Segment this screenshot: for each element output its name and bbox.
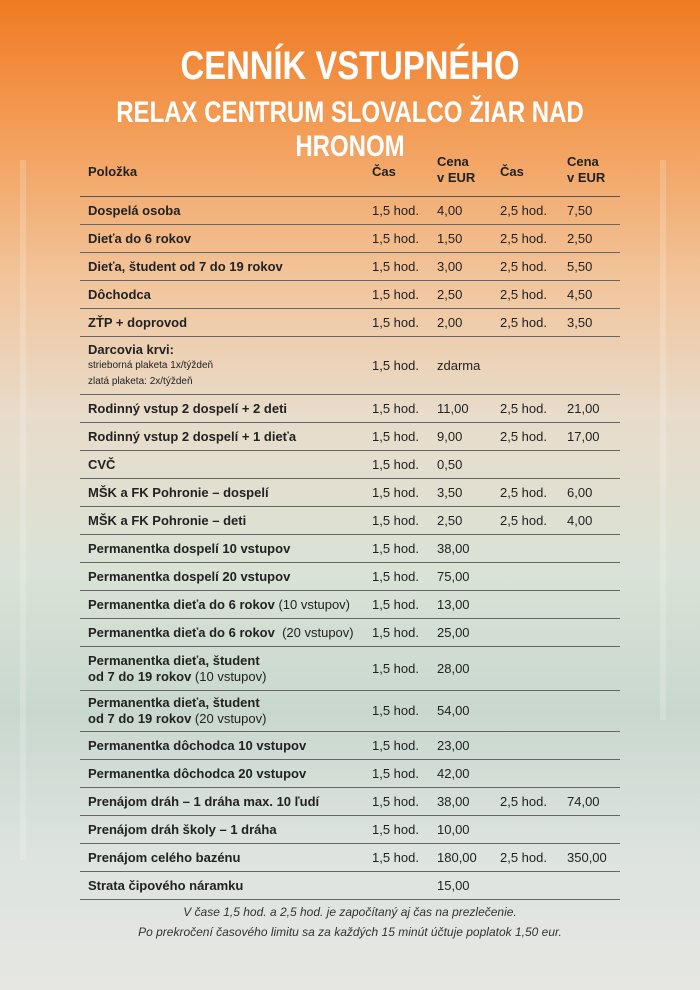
row-label-text: Dieťa do 6 rokov xyxy=(88,230,192,246)
row-label-text: Prenájom dráh – 1 dráha max. 10 ľudí xyxy=(88,793,320,809)
cell-price-1: 75,00 xyxy=(437,568,470,584)
cell-time-1: 1,5 hod. xyxy=(372,357,419,373)
row-label-text: Permanentka dospelí 20 vstupov xyxy=(88,568,291,584)
table-row xyxy=(80,507,620,535)
table-row xyxy=(80,691,620,732)
cell-time-1: 1,5 hod. xyxy=(372,456,419,472)
table-row xyxy=(80,760,620,788)
row-label xyxy=(88,653,266,685)
row-label xyxy=(88,569,290,585)
background-window-frame xyxy=(20,160,26,860)
table-row xyxy=(80,395,620,423)
row-label-text: Darcovia krvi: xyxy=(88,341,174,357)
cell-price-1: 3,50 xyxy=(437,484,463,500)
cell-time-1: 1,5 hod. xyxy=(372,428,419,444)
row-label xyxy=(88,342,213,390)
cell-time-1: 1,5 hod. xyxy=(372,286,419,302)
cell-price-1: 13,00 xyxy=(437,596,470,612)
row-label xyxy=(88,766,306,782)
cell-price-1: 0,50 xyxy=(437,456,463,472)
row-note: (20 vstupov) xyxy=(191,711,267,726)
row-label xyxy=(88,203,180,219)
table-row xyxy=(80,872,620,900)
row-label xyxy=(88,287,151,303)
row-label xyxy=(88,878,243,894)
cell-price-2: 74,00 xyxy=(567,793,600,809)
row-label-text: Rodinný vstup 2 dospelí + 1 dieťa xyxy=(88,428,297,444)
row-label-text: Rodinný vstup 2 dospelí + 2 deti xyxy=(88,400,288,416)
table-row xyxy=(80,479,620,507)
row-label xyxy=(88,850,240,866)
cell-price-2: 4,50 xyxy=(567,286,593,302)
cell-time-1: 1,5 hod. xyxy=(372,737,419,753)
cell-price-2: 5,50 xyxy=(567,258,593,274)
cell-time-1: 1,5 hod. xyxy=(372,484,419,500)
cell-price-1: 180,00 xyxy=(437,849,477,865)
row-label xyxy=(88,738,306,754)
row-label xyxy=(88,401,287,417)
footer-note-1: V čase 1,5 hod. a 2,5 hod. je započítaný aj čas na prezlečenie. xyxy=(183,905,517,919)
cell-price-1: 11,00 xyxy=(437,400,469,416)
row-label xyxy=(88,541,290,557)
cell-time-1: 1,5 hod. xyxy=(372,568,419,584)
cell-price-1: 2,50 xyxy=(437,286,463,302)
cell-price-1: 2,00 xyxy=(437,314,463,330)
table-row xyxy=(80,197,620,225)
table-row xyxy=(80,647,620,691)
cell-time-2: 2,5 hod. xyxy=(500,202,547,218)
row-label xyxy=(88,485,269,501)
cell-price-1: 38,00 xyxy=(437,793,470,809)
cell-price-1: 10,00 xyxy=(437,821,470,837)
cell-time-1: 1,5 hod. xyxy=(372,258,419,274)
header-time-1: Čas xyxy=(372,164,396,179)
cell-price-2: 2,50 xyxy=(567,230,593,246)
row-label-text: MŠK a FK Pohronie – deti xyxy=(88,512,247,528)
row-label-text: Dospelá osoba xyxy=(88,202,181,218)
cell-price-1: 54,00 xyxy=(437,703,470,718)
cell-time-2: 2,5 hod. xyxy=(500,230,547,246)
cell-time-2: 2,5 hod. xyxy=(500,400,547,416)
header-time-2: Čas xyxy=(500,164,524,179)
cell-time-1: 1,5 hod. xyxy=(372,230,419,246)
cell-price-2: 4,00 xyxy=(567,512,593,528)
header-item: Položka xyxy=(88,164,138,179)
row-label-text: Prenájom celého bazénu xyxy=(88,849,241,865)
cell-time-2: 2,5 hod. xyxy=(500,484,547,500)
cell-price-1: 25,00 xyxy=(437,624,470,640)
row-note: (10 vstupov) xyxy=(191,668,267,684)
cell-price-1: 38,00 xyxy=(437,540,470,556)
cell-price-2: 17,00 xyxy=(567,428,600,444)
table-row xyxy=(80,225,620,253)
table-row xyxy=(80,253,620,281)
cell-time-1: 1,5 hod. xyxy=(372,540,419,556)
table-row xyxy=(80,816,620,844)
row-label xyxy=(88,597,350,613)
table-row xyxy=(80,619,620,647)
row-label-text: Permanentka dieťa do 6 rokov xyxy=(88,596,275,612)
background-window-frame xyxy=(660,160,666,720)
cell-price-1: 2,50 xyxy=(437,512,463,528)
table-row xyxy=(80,451,620,479)
cell-time-1: 1,5 hod. xyxy=(372,821,419,837)
row-note: (10 vstupov) xyxy=(274,596,351,612)
cell-time-1: 1,5 hod. xyxy=(372,512,419,528)
cell-price-1: 42,00 xyxy=(437,765,470,781)
table-row xyxy=(80,844,620,872)
row-label xyxy=(88,315,187,331)
cell-time-1: 1,5 hod. xyxy=(372,660,419,676)
row-label-text: Permanentka dieťa, študent xyxy=(88,695,260,710)
table-row xyxy=(80,337,620,395)
table-row xyxy=(80,788,620,816)
price-table xyxy=(80,148,620,900)
row-label xyxy=(88,625,354,641)
row-label-text: ZŤP + doprovod xyxy=(88,314,188,330)
row-label xyxy=(88,231,191,247)
cell-time-2: 2,5 hod. xyxy=(500,258,547,274)
row-label-text: Permanentka dieťa do 6 rokov xyxy=(88,624,275,640)
page-subtitle: RELAX CENTRUM SLOVALCO ŽIAR NAD HRONOM xyxy=(116,96,584,163)
cell-time-1: 1,5 hod. xyxy=(372,202,419,218)
cell-time-1: 1,5 hod. xyxy=(372,400,419,416)
cell-time-1: 1,5 hod. xyxy=(372,849,419,865)
row-label-text: Dôchodca xyxy=(88,286,151,302)
cell-time-1: 1,5 hod. xyxy=(372,703,419,718)
row-label-text: Strata čipového náramku xyxy=(88,877,244,893)
cell-time-1: 1,5 hod. xyxy=(372,765,419,781)
cell-time-2: 2,5 hod. xyxy=(500,286,547,302)
row-sub-note: zlatá plaketa: 2x/týždeň xyxy=(88,375,193,387)
cell-price-1: 4,00 xyxy=(437,202,463,218)
table-row xyxy=(80,309,620,337)
cell-price-1: 9,00 xyxy=(437,428,463,444)
row-label-text: Permanentka dieťa, študent xyxy=(88,652,260,668)
cell-time-2: 2,5 hod. xyxy=(500,428,547,444)
cell-price-1: 28,00 xyxy=(437,660,470,676)
cell-time-1: 1,5 hod. xyxy=(372,596,419,612)
cell-time-1: 1,5 hod. xyxy=(372,624,419,640)
header-price-2: Cena v EUR xyxy=(567,154,606,185)
cell-time-2: 2,5 hod. xyxy=(500,314,547,330)
cell-time-1: 1,5 hod. xyxy=(372,793,419,809)
cell-price-1: zdarma xyxy=(437,357,481,373)
cell-price-1: 23,00 xyxy=(437,737,470,753)
cell-time-2: 2,5 hod. xyxy=(500,849,547,865)
header-price-1: Cena v EUR xyxy=(437,154,476,185)
table-row xyxy=(80,423,620,451)
cell-price-1: 15,00 xyxy=(437,877,470,893)
row-label-text: CVČ xyxy=(88,456,116,472)
cell-price-2: 6,00 xyxy=(567,484,593,500)
row-label-text: Permanentka dôchodca 20 vstupov xyxy=(88,765,307,781)
cell-price-2: 21,00 xyxy=(567,400,600,416)
row-label-text: MŠK a FK Pohronie – dospelí xyxy=(88,484,269,500)
table-row xyxy=(80,535,620,563)
row-sub-note: strieborná plaketa 1x/týždeň xyxy=(88,359,214,371)
row-label-text: Permanentka dôchodca 10 vstupov xyxy=(88,737,307,753)
table-row xyxy=(80,563,620,591)
row-label xyxy=(88,794,319,810)
cell-time-1: 1,5 hod. xyxy=(372,314,419,330)
cell-time-2: 2,5 hod. xyxy=(500,793,547,809)
cell-time-2: 2,5 hod. xyxy=(500,512,547,528)
cell-price-2: 350,00 xyxy=(567,849,607,865)
row-label-text-2: od 7 do 19 rokov xyxy=(88,711,192,726)
row-label xyxy=(88,695,266,727)
footer-note-2: Po prekročení časového limitu sa za každých 15 minút účtuje poplatok 1,50 eur. xyxy=(138,925,562,939)
row-label xyxy=(88,429,296,445)
table-row xyxy=(80,281,620,309)
table-row xyxy=(80,591,620,619)
cell-price-2: 7,50 xyxy=(567,202,593,218)
table-row xyxy=(80,732,620,760)
row-label xyxy=(88,822,277,838)
cell-price-2: 3,50 xyxy=(567,314,593,330)
row-label-text: Permanentka dospelí 10 vstupov xyxy=(88,540,291,556)
row-label xyxy=(88,457,115,473)
row-label xyxy=(88,513,246,529)
row-note: (20 vstupov) xyxy=(274,624,354,640)
page-title: CENNÍK VSTUPNÉHO xyxy=(180,44,520,88)
cell-price-1: 1,50 xyxy=(437,230,463,246)
row-label xyxy=(88,259,283,275)
cell-price-1: 3,00 xyxy=(437,258,463,274)
row-label-text: Prenájom dráh školy – 1 dráha xyxy=(88,821,277,837)
row-label-text: Dieťa, študent od 7 do 19 rokov xyxy=(88,258,283,274)
table-header xyxy=(80,148,620,197)
row-label-text-2: od 7 do 19 rokov xyxy=(88,668,192,684)
